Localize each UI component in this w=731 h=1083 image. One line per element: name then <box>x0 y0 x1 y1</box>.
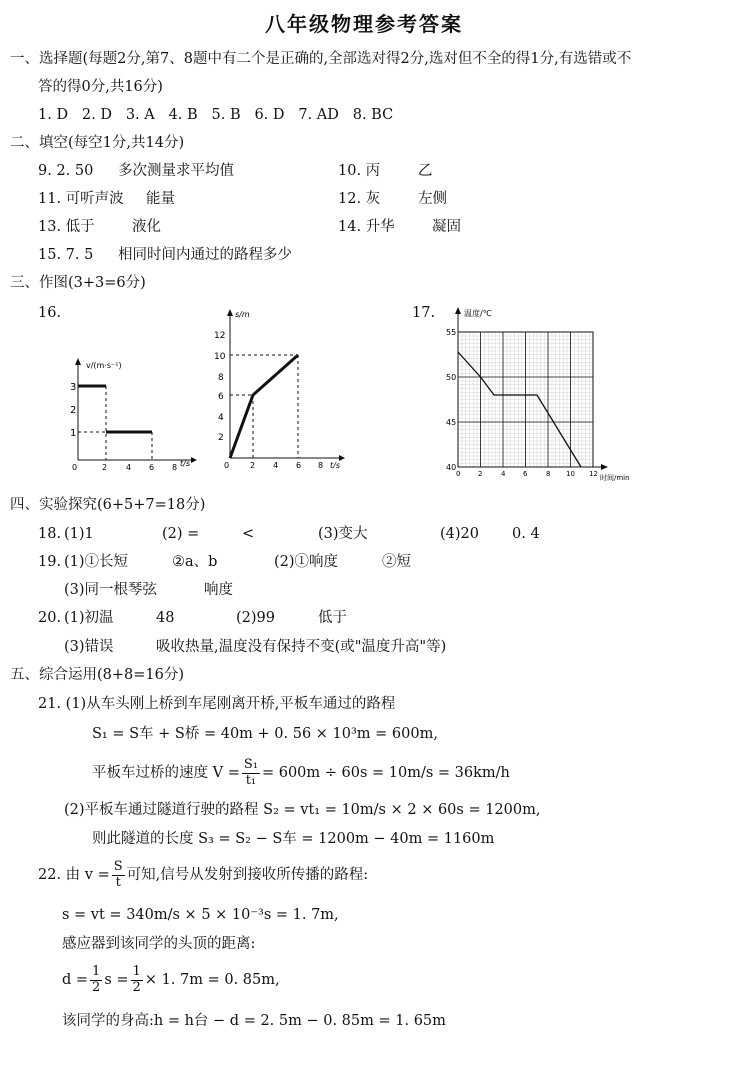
q18-answer: (3)变大 <box>318 526 368 542</box>
section2-heading: 二、填空(每空1分,共14分) <box>10 135 185 151</box>
q20-answer: (2)99 <box>236 610 275 626</box>
st-ylabel: s/m <box>235 310 250 319</box>
fill-answer: 多次测量求平均值 <box>118 163 234 179</box>
q21-intro: 21. (1)从车头刚上桥到车尾刚离开桥,平板车通过的路程 <box>38 696 396 712</box>
fill-answer: 14. 升华 <box>338 219 395 235</box>
vt-ytick: 3 <box>70 382 77 393</box>
q19-answer: (3)同一根琴弦 <box>64 582 158 598</box>
fraction: $\frac{S}{t}$ <box>113 859 123 890</box>
temp-xtick: 4 <box>501 470 506 478</box>
st-xtick: 2 <box>250 461 256 470</box>
section1-answers <box>38 108 393 123</box>
q18-answer: (4)20 <box>440 526 479 542</box>
q21-part2-result: 则此隧道的长度 S₃ = S₂ − S车 = 1200m − 40m = 1160m <box>92 831 495 847</box>
q18-answer: < <box>242 526 255 542</box>
q22-text: 22. 由 v = <box>38 867 110 884</box>
fill-answer: 液化 <box>132 219 161 235</box>
vt-origin: 0 <box>72 463 78 470</box>
temp-xlabel: 时间/min <box>600 474 630 482</box>
st-ytick: 6 <box>218 392 224 402</box>
vt-ytick: 2 <box>70 405 77 416</box>
st-ytick: 8 <box>218 373 224 383</box>
q20-number: 20. <box>38 610 62 626</box>
q21-eq1: S₁ = S车 + S桥 = 40m + 0. 56 × 10³m = 600m, <box>92 726 438 742</box>
q22-text: 可知,信号从发射到接收所传播的路程: <box>126 867 369 884</box>
vt-graph <box>60 352 200 470</box>
vt-xtick: 4 <box>126 463 132 470</box>
q21-eq2 <box>92 758 510 789</box>
st-xtick: 4 <box>273 461 279 470</box>
fill-answer: 13. 低于 <box>38 219 95 235</box>
vt-xtick: 8 <box>172 463 178 470</box>
q18-number: 18. <box>38 526 62 542</box>
fill-answer: 能量 <box>146 191 175 207</box>
q16-label: 16. <box>38 305 62 321</box>
answer-5: 5. B <box>211 107 241 123</box>
section1-heading: 一、选择题(每题2分,第7、8题中有二个是正确的,全部选对得2分,选对但不全的得1分,有选错或不 <box>10 51 632 67</box>
st-xtick: 8 <box>318 461 324 470</box>
q21-eq2-text: = 600m ÷ 60s = 10m/s = 36km/h <box>261 765 510 782</box>
st-ytick: 10 <box>214 352 226 362</box>
q22-text: × 1. 7m = 0. 85m, <box>144 972 280 989</box>
q22-line3: 该同学的身高:h = h台 − d = 2. 5m − 0. 85m = 1. 65m <box>62 1013 446 1029</box>
fraction: $\frac{\text{S₁}}{\text{t₁}}$ <box>243 757 258 788</box>
fill-answer: 10. 丙 <box>338 163 381 179</box>
q17-label: 17. <box>412 305 436 321</box>
st-ytick: 12 <box>214 331 226 341</box>
st-origin: 0 <box>224 461 230 470</box>
fill-answer: 相同时间内通过的路程多少 <box>118 247 292 263</box>
q19-number: 19. <box>38 554 62 570</box>
st-xunit: t/s <box>330 461 340 470</box>
fill-answer: 15. 7. 5 <box>38 247 94 263</box>
temp-xtick: 10 <box>566 470 575 478</box>
temp-ylabel: 温度/℃ <box>464 309 492 318</box>
q22-eq1: s = vt = 340m/s × 5 × 10⁻³s = 1. 7m, <box>62 907 339 923</box>
answer-4: 4. B <box>168 107 198 123</box>
q19-answer: (2)①响度 <box>274 554 339 570</box>
fill-answer: 左侧 <box>418 191 447 207</box>
temp-xtick: 12 <box>589 470 598 478</box>
vt-xtick: 2 <box>102 463 108 470</box>
q19-answer: ②a、b <box>172 554 218 570</box>
vt-xtick: 6 <box>149 463 155 470</box>
answer-3: 3. A <box>125 107 155 123</box>
vt-ylabel: v/(m·s⁻¹) <box>86 361 122 370</box>
answer-8: 8. BC <box>352 107 394 123</box>
section4-heading: 四、实验探究(6+5+7=18分) <box>10 497 206 513</box>
q20-answer: 低于 <box>318 610 347 626</box>
q22-line2: 感应器到该同学的头顶的距离: <box>62 936 256 952</box>
fill-answer: 乙 <box>418 163 433 179</box>
temp-ytick: 45 <box>446 418 457 427</box>
fill-answer: 9. 2. 50 <box>38 163 94 179</box>
st-ytick: 2 <box>218 433 224 443</box>
temp-xtick: 0 <box>456 470 461 478</box>
section3-heading: 三、作图(3+3=6分) <box>10 275 146 291</box>
answer-6: 6. D <box>254 107 285 123</box>
q22-eq2 <box>62 965 280 996</box>
fill-answer: 凝固 <box>432 219 461 235</box>
fill-answer: 11. 可听声波 <box>38 191 124 207</box>
answer-2: 2. D <box>81 107 112 123</box>
fraction: $\frac{1}{2}$ <box>92 964 101 995</box>
temp-ytick: 40 <box>446 463 457 472</box>
q19-answer: (1)①长短 <box>64 554 129 570</box>
q18-answer: 0. 4 <box>512 526 540 542</box>
temp-xtick: 8 <box>546 470 551 478</box>
section5-heading: 五、综合运用(8+8=16分) <box>10 667 185 683</box>
st-graph <box>208 305 348 470</box>
temp-ytick: 50 <box>446 373 457 382</box>
fraction: $\frac{1}{2}$ <box>132 964 141 995</box>
q22-text: s = <box>104 972 129 989</box>
q20-answer: 48 <box>156 610 175 626</box>
st-ytick: 4 <box>218 413 224 423</box>
q18-answer: (2) = <box>162 526 200 542</box>
vt-xunit: t/s <box>180 459 190 468</box>
q22-text: d = <box>62 972 89 989</box>
temp-xtick: 2 <box>478 470 483 478</box>
q20-answer: (3)错误 <box>64 639 114 655</box>
st-xtick: 6 <box>296 461 302 470</box>
q21-eq2-text: 平板车过桥的速度 V = <box>92 765 240 782</box>
answer-1: 1. D <box>38 107 69 123</box>
vt-ytick: 1 <box>70 428 77 439</box>
temp-xtick: 6 <box>523 470 528 478</box>
q18-answer: (1)1 <box>64 526 94 542</box>
fill-answer: 12. 灰 <box>338 191 381 207</box>
page-title: 八年级物理参考答案 <box>265 12 463 36</box>
section1-heading-cont: 答的得0分,共16分) <box>38 79 163 95</box>
q21-part2: (2)平板车通过隧道行驶的路程 S₂ = vt₁ = 10m/s × 2 × 60s = 1200m, <box>64 802 541 818</box>
q20-answer: 吸收热量,温度没有保持不变(或"温度升高"等) <box>156 639 447 655</box>
q19-answer: 响度 <box>204 582 233 598</box>
temperature-graph <box>432 305 642 485</box>
q19-answer: ②短 <box>382 554 411 570</box>
temp-ytick: 55 <box>446 328 457 337</box>
answer-7: 7. AD <box>298 107 339 123</box>
q22-intro <box>38 860 368 891</box>
q20-answer: (1)初温 <box>64 610 114 626</box>
